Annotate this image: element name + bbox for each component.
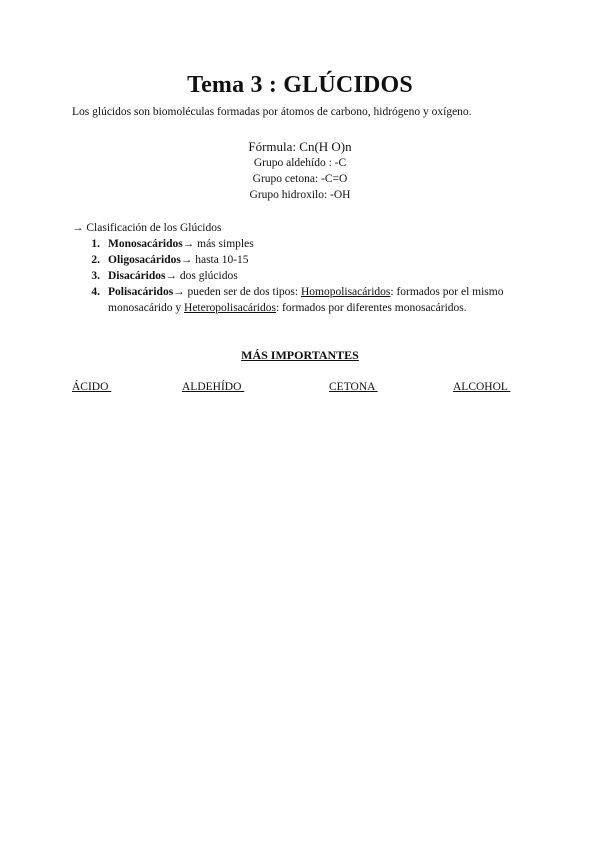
term-description: → hasta 10-15 bbox=[180, 254, 249, 266]
list-number: 2. bbox=[91, 254, 100, 266]
term-polysaccharides: Polisacáridos bbox=[108, 286, 174, 298]
term-disaccharides: Disacáridos bbox=[108, 270, 166, 282]
list-item-text bbox=[108, 268, 512, 284]
formula-block bbox=[0, 138, 600, 203]
term-oligosaccharides: Oligosacáridos bbox=[108, 254, 181, 266]
classification-list bbox=[72, 236, 512, 316]
important-heading: MÁS IMPORTANTES bbox=[241, 348, 359, 362]
group-ketone-label: CETONA bbox=[329, 381, 378, 393]
term-monosaccharides: Monosacáridos bbox=[108, 238, 183, 250]
term-description: → pueden ser de dos tipos: bbox=[173, 286, 301, 298]
term-homopolysaccharides: Homopolisacáridos bbox=[300, 286, 391, 298]
list-item-disaccharides bbox=[72, 268, 512, 284]
list-number: 4. bbox=[91, 286, 100, 298]
page-title: Tema 3 : GLÚCIDOS bbox=[187, 72, 413, 98]
heteropolysaccharides-description: : formados por diferentes monosacáridos. bbox=[275, 302, 467, 314]
group-acid-label: ÁCIDO bbox=[72, 381, 112, 393]
list-item-oligosaccharides bbox=[72, 252, 512, 268]
list-number: 3. bbox=[91, 270, 100, 282]
list-number: 1. bbox=[91, 238, 100, 250]
term-description: → más simples bbox=[182, 238, 254, 250]
ketone-group-line: Grupo cetona: -C=O bbox=[252, 173, 348, 185]
intro-paragraph: Los glúcidos son biomoléculas formadas por átomos de carbono, hidrógeno y oxígeno. bbox=[72, 106, 472, 118]
classification-section bbox=[72, 220, 512, 316]
term-heteropolysaccharides: Heteropolisacáridos bbox=[184, 302, 276, 314]
term-description: → dos glúcidos bbox=[165, 270, 238, 282]
general-formula: Fórmula: Cn(H O)n bbox=[248, 139, 352, 154]
hydroxyl-group-line: Grupo hidroxilo: -OH bbox=[249, 189, 351, 201]
group-alcohol-label: ALCOHOL bbox=[453, 381, 511, 393]
list-item-text bbox=[108, 252, 512, 268]
list-item-monosaccharides bbox=[72, 236, 512, 252]
list-item-polysaccharides bbox=[72, 284, 512, 316]
homopolysaccharides-description: : formados por el mismo monosacárido y bbox=[108, 286, 504, 314]
aldehyde-group-line: Grupo aldehído : -C bbox=[253, 157, 347, 169]
list-item-text bbox=[108, 236, 512, 252]
group-aldehyde-label: ALDEHÍDO bbox=[182, 381, 245, 393]
list-item-text bbox=[108, 284, 512, 316]
classification-heading: → Clasificación de los Glúcidos bbox=[72, 222, 222, 234]
